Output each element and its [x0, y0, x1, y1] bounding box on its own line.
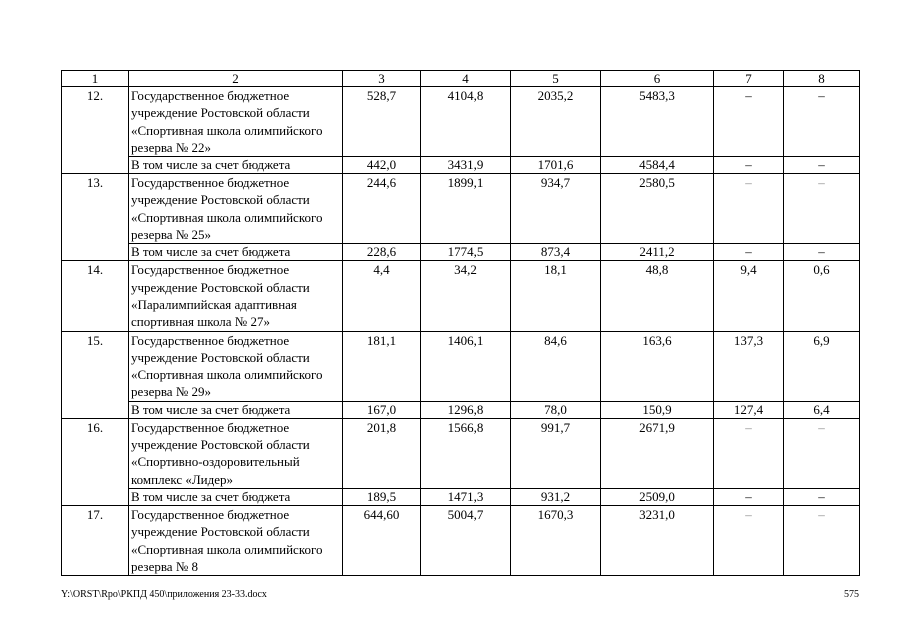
- column-header: 1: [62, 71, 129, 87]
- budget-value-cell: 1471,3: [421, 488, 511, 505]
- value-cell: 5483,3: [601, 87, 714, 157]
- value-cell: 4104,8: [421, 87, 511, 157]
- table-row: [62, 261, 860, 331]
- value-cell: –: [714, 174, 784, 244]
- budget-value-cell: 127,4: [714, 401, 784, 418]
- column-header: 2: [129, 71, 343, 87]
- budget-value-cell: –: [784, 488, 860, 505]
- row-number: 14.: [62, 261, 129, 331]
- institution-name: Государственное бюджетное учреждение Ростовской области «Спортивная школа олимпийского резерва № 25»: [129, 174, 343, 244]
- value-cell: –: [784, 174, 860, 244]
- value-cell: 2580,5: [601, 174, 714, 244]
- budget-label: В том числе за счет бюджета: [129, 488, 343, 505]
- value-cell: 3231,0: [601, 505, 714, 575]
- row-number: 12.: [62, 87, 129, 174]
- value-cell: 244,6: [343, 174, 421, 244]
- budget-label: В том числе за счет бюджета: [129, 157, 343, 174]
- budget-value-cell: –: [784, 157, 860, 174]
- row-number: 16.: [62, 418, 129, 505]
- budget-value-cell: 167,0: [343, 401, 421, 418]
- column-header: 6: [601, 71, 714, 87]
- budget-row: [62, 488, 860, 505]
- institution-name: Государственное бюджетное учреждение Ростовской области «Спортивная школа олимпийского резерва № 8: [129, 505, 343, 575]
- value-cell: 4,4: [343, 261, 421, 331]
- value-cell: –: [784, 505, 860, 575]
- value-cell: 1566,8: [421, 418, 511, 488]
- value-cell: –: [714, 505, 784, 575]
- column-header: 5: [511, 71, 601, 87]
- table-header-row: [62, 71, 860, 87]
- value-cell: 991,7: [511, 418, 601, 488]
- value-cell: 2035,2: [511, 87, 601, 157]
- value-cell: 2671,9: [601, 418, 714, 488]
- table-row: [62, 418, 860, 488]
- budget-row: [62, 244, 860, 261]
- value-cell: 48,8: [601, 261, 714, 331]
- value-cell: –: [714, 87, 784, 157]
- file-path: Y:\ORST\Rpo\РКПД 450\приложения 23-33.docx: [61, 589, 267, 600]
- budget-label: В том числе за счет бюджета: [129, 401, 343, 418]
- budget-value-cell: –: [784, 244, 860, 261]
- table-row: [62, 505, 860, 575]
- data-table: [61, 70, 860, 576]
- budget-row: [62, 157, 860, 174]
- institution-name: Государственное бюджетное учреждение Ростовской области «Спортивная школа олимпийского резерва № 22»: [129, 87, 343, 157]
- budget-value-cell: 442,0: [343, 157, 421, 174]
- budget-value-cell: 1701,6: [511, 157, 601, 174]
- table-row: [62, 331, 860, 401]
- column-header: 7: [714, 71, 784, 87]
- institution-name: Государственное бюджетное учреждение Ростовской области «Спортивная школа олимпийского резерва № 29»: [129, 331, 343, 401]
- budget-value-cell: –: [714, 244, 784, 261]
- value-cell: 84,6: [511, 331, 601, 401]
- budget-value-cell: 2509,0: [601, 488, 714, 505]
- budget-value-cell: 1774,5: [421, 244, 511, 261]
- value-cell: 201,8: [343, 418, 421, 488]
- value-cell: 1670,3: [511, 505, 601, 575]
- budget-value-cell: 228,6: [343, 244, 421, 261]
- column-header: 4: [421, 71, 511, 87]
- institution-name: Государственное бюджетное учреждение Ростовской области «Паралимпийская адаптивная спортивная школа № 27»: [129, 261, 343, 331]
- value-cell: –: [784, 87, 860, 157]
- budget-value-cell: 931,2: [511, 488, 601, 505]
- budget-value-cell: 78,0: [511, 401, 601, 418]
- value-cell: 644,60: [343, 505, 421, 575]
- page-number: 575: [844, 589, 859, 600]
- value-cell: 9,4: [714, 261, 784, 331]
- budget-value-cell: 4584,4: [601, 157, 714, 174]
- value-cell: 18,1: [511, 261, 601, 331]
- budget-value-cell: 189,5: [343, 488, 421, 505]
- row-number: 13.: [62, 174, 129, 261]
- value-cell: 181,1: [343, 331, 421, 401]
- column-header: 8: [784, 71, 860, 87]
- budget-value-cell: 2411,2: [601, 244, 714, 261]
- budget-value-cell: 873,4: [511, 244, 601, 261]
- row-number: 15.: [62, 331, 129, 418]
- value-cell: –: [784, 418, 860, 488]
- value-cell: 934,7: [511, 174, 601, 244]
- column-header: 3: [343, 71, 421, 87]
- budget-value-cell: –: [714, 157, 784, 174]
- budget-value-cell: 3431,9: [421, 157, 511, 174]
- value-cell: 528,7: [343, 87, 421, 157]
- value-cell: 163,6: [601, 331, 714, 401]
- row-number: 17.: [62, 505, 129, 575]
- budget-value-cell: 6,4: [784, 401, 860, 418]
- budget-value-cell: 1296,8: [421, 401, 511, 418]
- budget-value-cell: 150,9: [601, 401, 714, 418]
- value-cell: 0,6: [784, 261, 860, 331]
- budget-label: В том числе за счет бюджета: [129, 244, 343, 261]
- value-cell: 1406,1: [421, 331, 511, 401]
- table-row: [62, 87, 860, 157]
- value-cell: 6,9: [784, 331, 860, 401]
- value-cell: 137,3: [714, 331, 784, 401]
- value-cell: –: [714, 418, 784, 488]
- table-row: [62, 174, 860, 244]
- value-cell: 5004,7: [421, 505, 511, 575]
- value-cell: 34,2: [421, 261, 511, 331]
- budget-row: [62, 401, 860, 418]
- institution-name: Государственное бюджетное учреждение Ростовской области «Спортивно-оздоровительный комплекс «Лидер»: [129, 418, 343, 488]
- value-cell: 1899,1: [421, 174, 511, 244]
- budget-value-cell: –: [714, 488, 784, 505]
